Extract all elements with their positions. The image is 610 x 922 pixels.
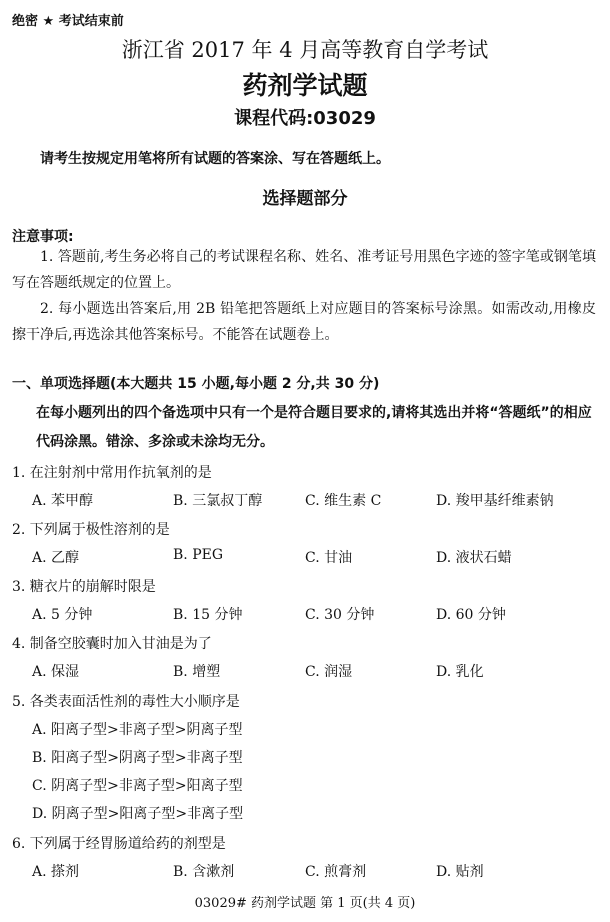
question-option: C. 维生素 C [305,493,382,509]
confidential-label: 绝密 ★ 考试结束前 [12,14,124,29]
question-option: C. 润湿 [305,664,353,680]
question-stem: 1. 在注射剂中常用作抗氧剂的是 [12,465,212,481]
question-option: C. 煎膏剂 [305,864,367,880]
section-heading: 一、单项选择题(本大题共 15 小题,每小题 2 分,共 30 分) [12,376,380,392]
question-option: A. 乙醇 [32,550,80,566]
question-option: B. PEG [173,547,224,563]
question-option: C. 阴离子型>非离子型>阳离子型 [32,778,243,794]
question-stem: 5. 各类表面活性剂的毒性大小顺序是 [12,694,240,710]
question-option: A. 苯甲醇 [32,493,94,509]
question-option: A. 阳离子型>非离子型>阴离子型 [32,722,243,738]
page-footer: 03029# 药剂学试题 第 1 页(共 4 页) [194,896,416,911]
question-option: D. 60 分钟 [436,607,506,623]
question-option: C. 甘油 [305,550,353,566]
exam-title: 浙江省 2017 年 4 月高等教育自学考试 [121,38,489,62]
question-option: B. 增塑 [173,664,221,680]
section-description: 在每小题列出的四个备选项中只有一个是符合题目要求的,请将其选出并将“答题纸”的相应代码涂黑。错涂、多涂或未涂均无分。 [36,405,592,450]
notice-item: 2. 每小题选出答案后,用 2B 铅笔把答题纸上对应题目的答案标号涂黑。如需改动,用橡皮擦干净后,再选涂其他答案标号。不能答在试题卷上。 [12,301,596,343]
question-option: B. 15 分钟 [173,607,243,623]
question-option: B. 阳离子型>阴离子型>非离子型 [32,750,243,766]
question-option: A. 5 分钟 [32,607,93,623]
notice-heading: 注意事项: [12,229,74,245]
notice-item: 1. 答题前,考生务必将自己的考试课程名称、姓名、准考证号用黑色字迹的签字笔或钢笔填写在答题纸规定的位置上。 [12,249,596,291]
question-option: B. 三氯叔丁醇 [173,493,263,509]
question-option: A. 搽剂 [32,864,80,880]
question-stem: 6. 下列属于经胃肠道给药的剂型是 [12,836,226,852]
question-stem: 2. 下列属于极性溶剂的是 [12,522,170,538]
question-option: D. 贴剂 [436,864,484,880]
question-option: D. 液状石蜡 [436,550,512,566]
course-code: 课程代码:03029 [234,108,376,129]
question-stem: 4. 制备空胶囊时加入甘油是为了 [12,636,212,652]
question-option: A. 保湿 [32,664,80,680]
answer-instruction: 请考生按规定用笔将所有试题的答案涂、写在答题纸上。 [40,151,390,167]
subject-title: 药剂学试题 [242,71,368,100]
question-option: C. 30 分钟 [305,607,375,623]
question-option: B. 含漱剂 [173,864,235,880]
question-option: D. 羧甲基纤维素钠 [436,493,554,509]
part-title: 选择题部分 [262,189,348,209]
question-option: D. 乳化 [436,664,484,680]
question-stem: 3. 糖衣片的崩解时限是 [12,579,156,595]
question-option: D. 阴离子型>阳离子型>非离子型 [32,806,244,822]
